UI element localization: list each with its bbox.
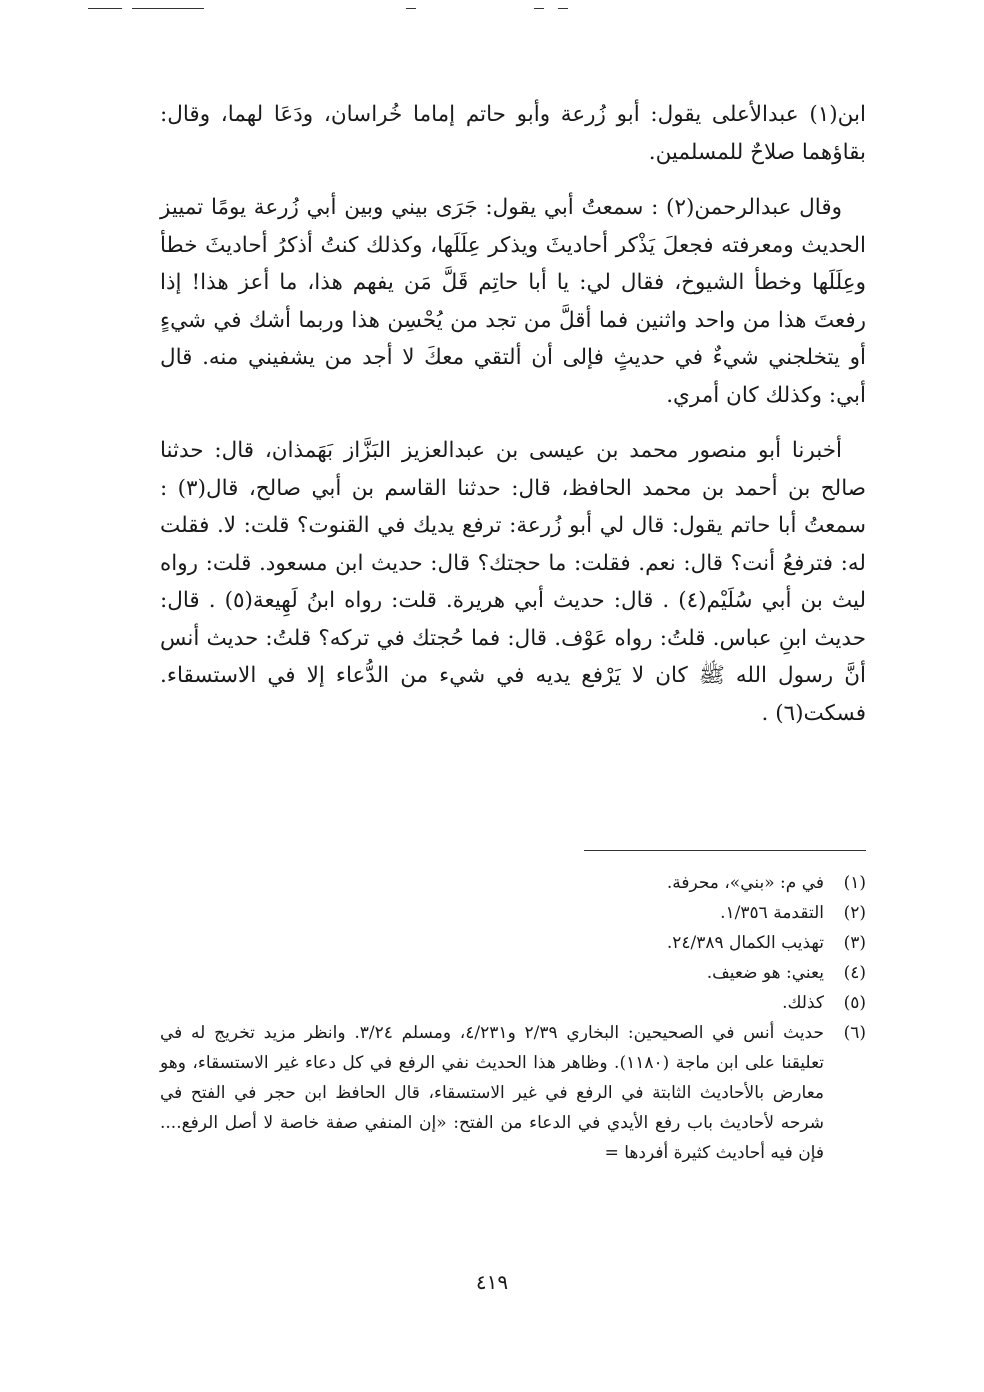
footnote-4 [160, 958, 866, 988]
footnotes [160, 868, 866, 1168]
footnote-text: في م: «بني»، محرفة. [666, 873, 824, 893]
footnote-text: تهذيب الكمال ٢٤/٣٨٩. [666, 933, 824, 953]
footnote-6 [160, 1018, 866, 1168]
top-rule-segment [534, 8, 544, 9]
footnote-number: (١) [843, 873, 866, 893]
top-rule-segment [132, 8, 204, 9]
footnote-text: حديث أنس في الصحيحين: البخاري ٢/٣٩ و٤/٢٣١، ومسلم ٣/٢٤. وانظر مزيد تخريج له في تعليقنا على ابن ماجة (١١٨٠). وظاهر هذا الحديث نفي الرفع في كل دعاء غير الاستسقاء، وهو معارض بالأحاديث الثابتة في الرفع في غير الاستسقاء، قال الحافظ ابن حجر في الفتح في شرحه لأحاديث باب رفع الأيدي في الدعاء من الفتح: «إن المنفي صفة خاصة لا أصل الرفع.... فإن فيه أحاديث كثيرة أفردها = [160, 1023, 824, 1163]
paragraph-1: ابن(١) عبدالأعلى يقول: أبو زُرعة وأبو حاتم إماما خُراسان، ودَعَا لهما، وقال: بقاؤهما صلاحٌ للمسلمين. [160, 102, 866, 165]
footnote-2 [160, 898, 866, 928]
top-rules [88, 8, 896, 14]
footnote-number: (٥) [843, 993, 866, 1013]
footnote-number: (٦) [843, 1023, 866, 1043]
footnote-5 [160, 988, 866, 1018]
footnote-3 [160, 928, 866, 958]
main-text [160, 96, 866, 732]
footnote-number: (٣) [843, 933, 866, 953]
footnote-text: التقدمة ١/٣٥٦. [720, 903, 824, 923]
paragraph-3: أخبرنا أبو منصور محمد بن عيسى بن عبدالعزيز البَزَّاز بَهَمذان، قال: حدثنا صالح بن أحمد بن محمد الحافظ، قال: حدثنا القاسم بن أبي صالح، قال(٣) : سمعتُ أبا حاتم يقول: قال لي أبو زُرعة: ترفع يديك في القنوت؟ قلت: لا. فقلت له: فترفعُ أنت؟ قال: نعم. فقلت: ما حجتك؟ قال: حديث ابن مسعود. قلت: رواه ليث بن أبي سُلَيْم(٤) . قال: حديث أبي هريرة. قلت: رواه ابنُ لَهِيعة(٥) . قال: حديث ابنِ عباس. قلتُ: رواه عَوْف. قال: فما حُجتك في تركه؟ قلتُ: حديث أنس أنَّ رسول الله ﷺ كان لا يَرْفع يديه في شيء من الدُّعاء إلا في الاستسقاء. فسكت(٦) . [160, 438, 866, 726]
footnote-text: يعني: هو ضعيف. [706, 963, 824, 983]
paragraph-2: وقال عبدالرحمن(٢) : سمعتُ أبي يقول: جَرَى بيني وبين أبي زُرعة يومًا تمييز الحديث ومعرفته فجعلَ يَذْكر أحاديثَ ويذكر عِلَلَها، وكذلك كنتُ أذكرُ أحاديثَ خطأ وعِلَلَها وخطأ الشيوخ، فقال لي: يا أبا حاتِم قَلَّ مَن يفهم هذا، ما أعز هذا! إذا رفعتَ هذا من واحد واثنين فما أقلَّ من تجد من يُحْسِن هذا وربما أشك في شيءٍ أو يتخلجني شيءٌ في حديثٍ فإلى أن ألتقي معكَ لا أجد من يشفيني منه. قال أبي: وكذلك كان أمري. [160, 195, 866, 408]
footnote-number: (٢) [843, 903, 866, 923]
footnote-number: (٤) [843, 963, 866, 983]
footnote-separator [584, 850, 866, 851]
top-rule-segment [406, 8, 416, 9]
footnote-1 [160, 868, 866, 898]
page-number: ٤١٩ [475, 1270, 509, 1294]
top-rule-segment [558, 8, 568, 9]
footnote-text: كذلك. [782, 993, 824, 1013]
top-rule-segment [88, 8, 122, 9]
